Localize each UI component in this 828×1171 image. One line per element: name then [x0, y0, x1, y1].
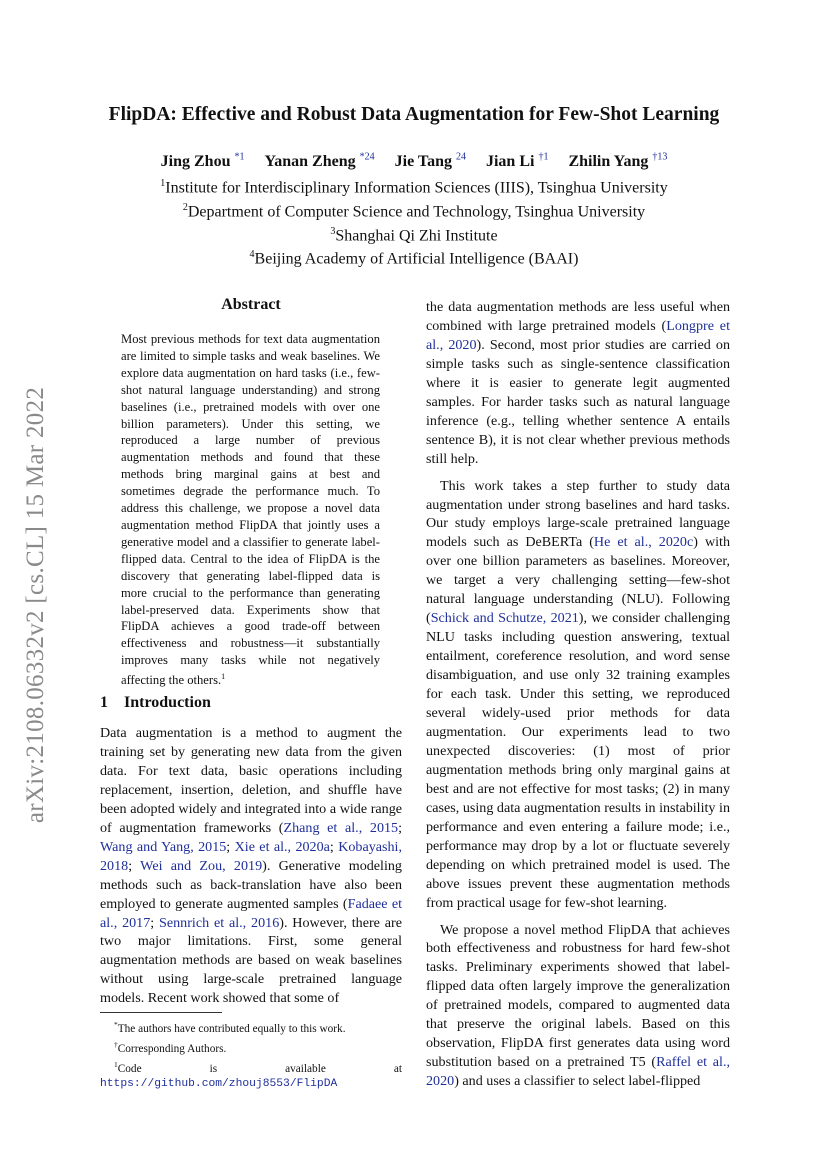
citation-link[interactable]: Wei and Zou, 2019	[140, 857, 263, 874]
affiliation-mark: 1	[160, 178, 166, 189]
arxiv-sidebar	[12, 345, 60, 865]
section-title: Introduction	[124, 694, 211, 711]
citation-link[interactable]: Longpre et al., 2020	[426, 317, 730, 353]
footnotes	[100, 1017, 402, 1092]
affiliation-text: Beijing Academy of Artificial Intelligence (BAAI)	[254, 250, 579, 268]
affiliation-list	[0, 174, 828, 269]
citation-separator: ;	[329, 838, 339, 855]
footnote-code	[100, 1057, 402, 1093]
paper-title: FlipDA: Effective and Robust Data Augmentation for Few-Shot Learning	[108, 104, 720, 125]
affiliation-2	[0, 198, 828, 222]
citation-link[interactable]: Schick and Schutze, 2021	[430, 610, 579, 627]
footnote-mark: *	[114, 1020, 118, 1029]
affiliation-text: Shanghai Qi Zhi Institute	[335, 226, 498, 244]
intro-paragraph-1	[100, 724, 402, 1008]
citation-link[interactable]: Kobayashi, 2018	[100, 838, 402, 874]
paragraph-text: ) with over one billion parameters as baselines. Moreover, we target a very challenging setting—few-shot natural language understanding (NLU). Following (	[426, 534, 730, 627]
footnote-equal-contribution	[100, 1017, 402, 1037]
author-affil-mark: †13	[652, 152, 668, 163]
paragraph-text: ), we consider challenging NLU tasks including question answering, textual entailment, coreference resolution, and word sense disambiguation, and use only 32 training examples for each task. Under this setting, we reproduced several widely-used prior methods for data augmentation. Our experiments lead to two unexpected discoveries: (1) most of prior augmentation methods bring only marginal gains at best and are not effective for most tasks; (2) in many cases, using data augmentation results in instability in performance and even entering a failure mode; i.e., performance may drop by a lot or fluctuate severely depending on which pretrained model is used. The above issues prevent these augmentation methods from practical usage for few-shot learning.	[426, 610, 730, 911]
author-name: Jian Li	[485, 153, 535, 171]
author-1	[161, 153, 245, 170]
citation-separator: ;	[398, 819, 403, 836]
author-affil-mark: *24	[359, 152, 375, 163]
paragraph-text: Data augmentation is a method to augment the training set by generating new data from the given data. For text data, basic operations including replacement, insertion, deletion, and shuffle have been adopted widely and integrated into a wide range of augmentation frameworks (	[100, 725, 402, 836]
author-name: Jing Zhou	[160, 153, 231, 171]
affiliation-text: Institute for Interdisciplinary Information Sciences (IIIS), Tsinghua University	[165, 179, 668, 197]
citation-separator: ;	[128, 857, 141, 874]
footnote-mark: †	[114, 1039, 118, 1049]
author-list	[0, 152, 828, 171]
arxiv-identifier: arXiv:2108.06332v2 [cs.CL] 15 Mar 2022	[22, 386, 49, 824]
citation-link[interactable]: Fadaee et al., 2017	[100, 895, 403, 931]
footnote-mark: 1	[114, 1059, 118, 1069]
footnote-corresponding	[100, 1037, 402, 1057]
affiliation-mark: 3	[330, 225, 336, 237]
citation-link[interactable]: Wang and Yang, 2015	[100, 838, 227, 855]
author-4	[486, 153, 548, 170]
author-name: Zhilin Yang	[568, 153, 649, 171]
footnote-text: Corresponding Authors.	[117, 1042, 227, 1055]
footnote-text: Code is available at	[117, 1062, 402, 1075]
citation-link[interactable]: Sennrich et al., 2016	[159, 914, 280, 931]
paragraph-text: We propose a novel method FlipDA that achieves both effectiveness and robustness for hard few-shot tasks. Preliminary experiments showed that label-flipped data often largely improve the generalization of pretrained models, compared to augmented data that preserve the original labels. Based on this observation, FlipDA first generates data using word substitution based on a pretrained T5 (	[426, 921, 730, 1071]
right-column	[426, 298, 730, 1099]
citation-link[interactable]: Raffel et al., 2020	[426, 1054, 730, 1090]
citation-link[interactable]: Zhang et al., 2015	[283, 819, 399, 836]
citation-link[interactable]: He et al., 2020c	[593, 534, 694, 551]
author-2	[264, 153, 374, 170]
intro-paragraph-2	[426, 477, 730, 913]
author-name: Jie Tang	[394, 153, 452, 171]
affiliation-1	[0, 174, 828, 198]
affiliation-mark: 2	[182, 201, 188, 213]
author-affil-mark: *1	[234, 152, 245, 163]
author-5	[568, 153, 667, 170]
section-heading-introduction	[100, 694, 402, 712]
paragraph-text: ) and uses a classifier to select label-flipped	[454, 1073, 701, 1090]
citation-link[interactable]: Xie et al., 2020a	[234, 838, 330, 855]
affiliation-text: Department of Computer Science and Technology, Tsinghua University	[187, 203, 646, 221]
author-affil-mark: 24	[455, 152, 466, 163]
author-name: Yanan Zheng	[264, 153, 356, 171]
paragraph-text: ). Generative modeling methods such as back-translation have also been employed to generate augmented samples (	[100, 857, 402, 912]
abstract-text: Most previous methods for text data augmentation are limited to simple tasks and weak baselines. We explore data augmentation on hard tasks (i.e., few-shot natural language understanding) and strong baselines (i.e., pretrained models with over one billion parameters). Under this setting, we reproduced a large number of previous augmentation methods and found that these methods bring marginal gains at best and sometimes degrade the performance much. To address this challenge, we propose a novel data augmentation method FlipDA that jointly uses a generative model and a classifier to generate label-flipped data. Central to the idea of FlipDA is the discovery that generating label-flipped data is more crucial to the performance than generating label-preserved data. Experiments show that FlipDA achieves a good trade-off between effectiveness and robustness—it substantially improves many tasks while not negatively affecting the others.	[121, 332, 380, 688]
affiliation-mark: 4	[249, 249, 255, 261]
affiliation-4	[0, 245, 828, 269]
footnote-mark[interactable]: 1	[221, 672, 226, 682]
intro-paragraph-1-continued	[426, 298, 730, 469]
intro-paragraph-3	[426, 921, 730, 1092]
affiliation-3	[0, 222, 828, 246]
citation-separator: ;	[226, 838, 235, 855]
citation-separator: ;	[150, 914, 160, 931]
paragraph-text: ). However, there are two major limitations. First, some general augmentation methods are based on weak baselines without using large-scale pretrained language models. Recent work showed that some of	[100, 914, 402, 1007]
section-number: 1	[100, 694, 108, 711]
author-3	[395, 153, 466, 170]
abstract-heading: Abstract	[221, 296, 281, 313]
footnote-divider	[100, 1012, 222, 1013]
paragraph-text: This work takes a step further to study data augmentation under strong baselines and hard tasks. Our study employs large-scale pretrained language models such as DeBERTa (	[426, 477, 730, 551]
paragraph-text: ). Second, most prior studies are carried on simple tasks such as single-sentence classification where it is easier to generate legit augmented samples. For harder tasks such as natural language inference (e.g., telling whether sentence A entails sentence B), it is not clear whether previous methods still help.	[426, 336, 730, 467]
author-affil-mark: †1	[538, 152, 549, 163]
footnote-text: The authors have contributed equally to this work.	[117, 1022, 346, 1035]
code-url-link[interactable]: https://github.com/zhouj8553/FlipDA	[100, 1078, 338, 1091]
paragraph-text: the data augmentation methods are less useful when combined with large pretrained models (	[426, 299, 730, 334]
abstract-body	[121, 331, 380, 689]
